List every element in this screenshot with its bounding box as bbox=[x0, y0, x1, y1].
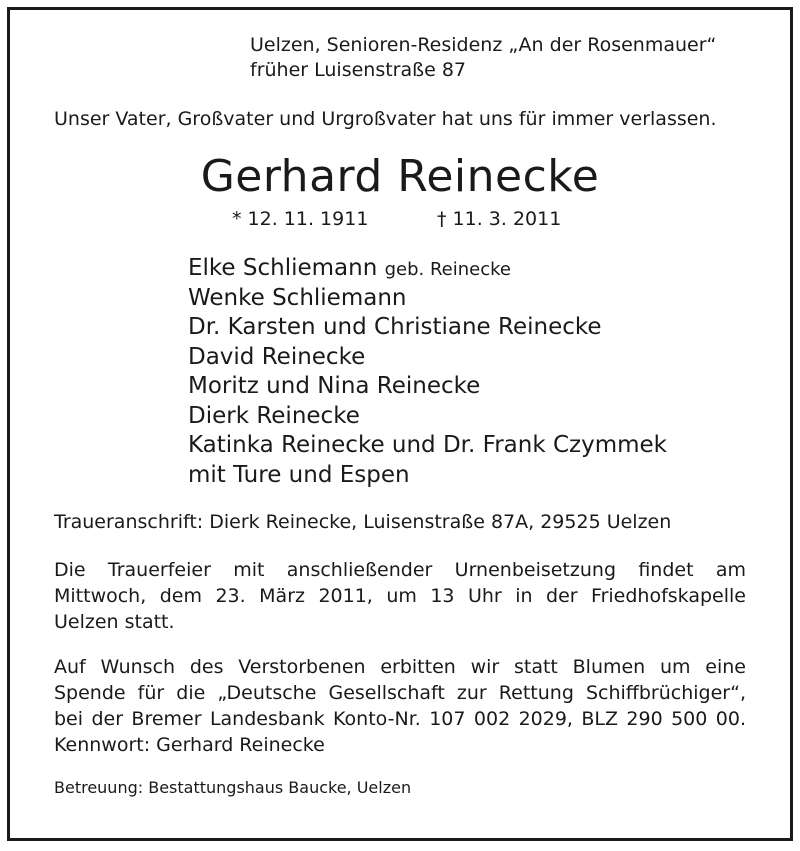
family-member-name: Dr. Karsten und Christiane Reinecke bbox=[188, 314, 602, 340]
family-list bbox=[188, 254, 667, 490]
family-member bbox=[188, 343, 667, 373]
service-line: Uelzen statt. bbox=[54, 611, 175, 633]
mourning-address-text: Traueranschrift: Dierk Reinecke, Luisenstraße 87A, 29525 Uelzen bbox=[54, 511, 672, 533]
funeral-home-note: Betreuung: Bestattungshaus Baucke, Uelzen bbox=[54, 778, 412, 797]
donation-line: Spende für die „Deutsche Gesellschaft zur Rettung Schiffbrüchiger“, bbox=[54, 682, 746, 704]
service-line: Die Trauerfeier mit anschließender Urnenbeisetzung findet am bbox=[54, 559, 746, 581]
family-member-name: mit Ture und Espen bbox=[188, 461, 410, 488]
service-line: Mittwoch, dem 23. März 2011, um 13 Uhr in der Friedhofskapelle bbox=[54, 585, 746, 607]
family-member bbox=[188, 402, 667, 432]
family-member-name: David Reinecke bbox=[188, 343, 366, 370]
family-member-name: Moritz und Nina Reinecke bbox=[188, 373, 481, 399]
donation-line: bei der Bremer Landesbank Konto-Nr. 107 002 2029, BLZ 290 500 00. bbox=[54, 708, 746, 730]
death-date: † 11. 3. 2011 bbox=[437, 208, 562, 230]
donation-line: Auf Wunsch des Verstorbenen erbitten wir statt Blumen um eine bbox=[54, 656, 746, 678]
family-member-name: Wenke Schliemann bbox=[188, 284, 407, 311]
residence-address: Uelzen, Senioren-Residenz „An der Rosenmauer“ bbox=[250, 34, 717, 56]
former-address: früher Luisenstraße 87 bbox=[250, 59, 467, 81]
funeral-service-paragraph bbox=[54, 557, 746, 635]
family-member-name: Elke Schliemann bbox=[188, 255, 378, 281]
birth-date: * 12. 11. 1911 bbox=[232, 208, 369, 230]
family-member bbox=[188, 284, 667, 314]
family-member bbox=[188, 372, 667, 402]
donation-paragraph bbox=[54, 654, 746, 758]
family-member bbox=[188, 313, 667, 343]
family-member-note: geb. Reinecke bbox=[384, 259, 511, 280]
donation-line: Kennwort: Gerhard Reinecke bbox=[54, 734, 325, 756]
family-member-name: Katinka Reinecke und Dr. Frank Czymmek bbox=[188, 432, 667, 458]
family-member bbox=[188, 431, 667, 461]
family-member-name: Dierk Reinecke bbox=[188, 402, 360, 429]
intro-text: Unser Vater, Großvater und Urgroßvater hat uns für immer verlassen. bbox=[54, 108, 717, 130]
mourning-address bbox=[54, 509, 746, 535]
deceased-name: Gerhard Reinecke bbox=[200, 151, 600, 202]
family-member bbox=[188, 461, 667, 491]
family-member bbox=[188, 254, 667, 284]
